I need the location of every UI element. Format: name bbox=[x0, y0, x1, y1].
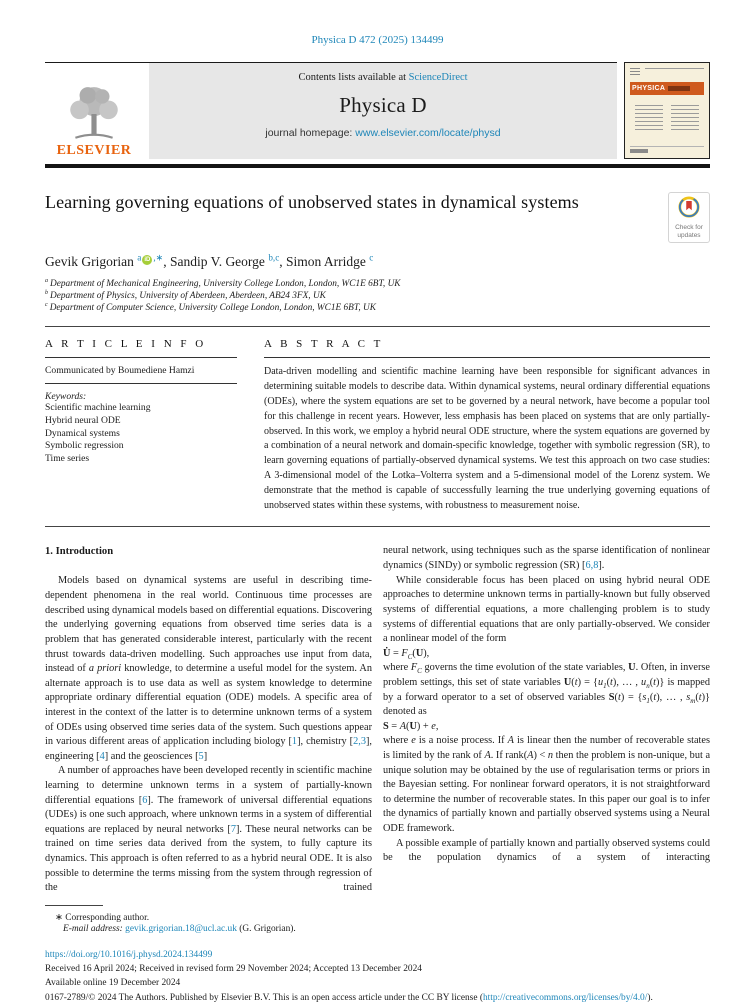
author-1: Gevik Grigorian bbox=[45, 254, 138, 270]
author-1-corresponding-sup: ,∗ bbox=[153, 252, 164, 263]
keyword-item: Dynamical systems bbox=[45, 427, 120, 439]
article-info-column bbox=[45, 338, 237, 513]
check-updates-badge[interactable] bbox=[668, 192, 710, 243]
journal-cover-thumbnail[interactable] bbox=[624, 62, 710, 159]
elsevier-logo[interactable] bbox=[45, 63, 149, 159]
corresponding-author-note: ∗ Corresponding author. bbox=[55, 912, 150, 923]
cover-text-column-right bbox=[671, 105, 699, 131]
cover-text-line bbox=[645, 68, 704, 69]
body-left-column bbox=[45, 544, 372, 895]
keyword-item: Time series bbox=[45, 453, 90, 465]
journal-title: Physica D bbox=[339, 93, 427, 117]
cover-footer-rule bbox=[630, 146, 704, 147]
body-right-column bbox=[383, 544, 710, 895]
abstract-rule bbox=[264, 357, 710, 358]
authors-line bbox=[45, 254, 710, 270]
right-paragraph-1: neural network, using techniques such as the sparse identification of nonlinear dynamics (SINDy) or symbolic regression (SR) [6,8]. bbox=[383, 545, 710, 572]
contents-line[interactable]: Contents lists available at ScienceDirect bbox=[298, 72, 468, 83]
doi-link[interactable]: https://doi.org/10.1016/j.physd.2024.134499 bbox=[45, 949, 213, 960]
intro-paragraph-2: A number of approaches have been developed recently in scientific machine learning to determine unknown terms in a system of partially-known differential equations [6]. The framework of universal differential equations (UDEs) is one such approach, where unknown terms in a system of differential equations are replaced by neural networks [7]. These neural networks can be trained on time series data derived from the system, to fully capture its dynamics. This approach is often referred to as a hybrid neural ODE. It is also possible to determine the terms missing from the system through regression of the trained bbox=[45, 765, 373, 894]
equation-1: U̇ = $F_C(U)$, bbox=[383, 647, 430, 661]
journal-header-left bbox=[45, 62, 617, 159]
cover-masthead-subtitle bbox=[668, 86, 690, 91]
email-address-line[interactable]: E-mail address: gevik.grigorian.18@ucl.ac.uk (G. Grigorian). bbox=[63, 923, 296, 934]
cover-masthead-bar bbox=[630, 82, 704, 95]
cover-text-column-left bbox=[635, 105, 663, 131]
copyright-line: 0167-2789/© 2024 The Authors. Published by Elsevier B.V. This is an open access article under the CC BY license (http://creativecommons.org/licenses/by/4.0/). bbox=[45, 992, 653, 1003]
right-paragraph-2: While considerable focus has been placed on using hybrid neural ODE approaches to determine unknown terms in partially-known but fully observed systems of differential equations, a more challenging problem is to study systems of differential equations that are only partially-observed. We consider a nonlinear model of the form bbox=[383, 574, 710, 645]
affiliations bbox=[45, 278, 710, 314]
journal-header bbox=[45, 62, 710, 159]
cover-masthead: PHYSICA bbox=[632, 85, 666, 92]
abstract-text: Data-driven modelling and scientific machine learning have been responsible for significant advances in determining suitable models to describe data. Within dynamical systems, neural ordinary differential equations (ODEs), where the system equations are set to be governed by a neural network, have become a popular tool for this challenge in recent years. However, less emphasis has been placed on systems that are only partially-observed. In this work, we employ a hybrid neural ODE structure, where the system equations are governed by a combination of a neural network and domain-specific knowledge, together with symbolic regression (SR), to learn governing equations of partially-observed dynamical systems. We test this approach on two case studies: A 3-dimensional model of the Lotka–Volterra system and a 5-dimensional model of the Lorenz system. We demonstrate that the method is capable of successfully learning the true underlying governing equations of unobserved states within these systems, with robustness to measurement noise. bbox=[264, 366, 710, 511]
intro-paragraph-1: Models based on dynamical systems are useful in describing time-dependent phenomena in the real world. Continuous time processes are described using dynamical models based on differential equations. Discovering the underlying governing equations from observed time series data is a problem that has generated considerable interest, particularly with the recent thrust towards data-driven modelling. Such approaches use input from data, instead of a priori knowledge, to determine a useful model for the system. An alternate approach is to use data as well as system knowledge to determine appropriate ordinary differential equation (ODE) models. A specific area of interest in the context of the latter is to determine unknown terms of a system of ODEs using observed time series data of the system. Such questions appear in various different areas of application including biology [1], chemistry [2,3], engineering [4] and the geosciences [5] bbox=[45, 575, 373, 762]
right-paragraph-3: where $F_C$ governs the time evolution of the state variables, U. Often, in inverse problem settings, this set of state variables $U(t) = \{u_1(t)$, … , $u_n(t)$} is mapped by a forward operator to a set of observed variables $S(t) = \{s_1(t)$, … , $s_m(t)$} denoted as bbox=[383, 662, 710, 718]
article-title: Learning governing equations of unobserved states in dynamical systems bbox=[45, 192, 579, 212]
affiliation-a: $^a$ Department of Mechanical Engineering, University College London, London, WC1E 6BT, UK bbox=[45, 278, 401, 290]
keyword-item: Scientific machine learning bbox=[45, 402, 151, 414]
author-3-affiliation-sup: c bbox=[369, 252, 374, 263]
page-citation: Physica D 472 (2025) 134499 bbox=[311, 34, 444, 46]
abstract-column bbox=[264, 338, 710, 513]
author-2: , Sandip V. George bbox=[163, 254, 269, 270]
section-divider-bottom bbox=[45, 526, 710, 527]
keywords-label: Keywords: bbox=[45, 391, 87, 403]
available-online-date: Available online 19 December 2024 bbox=[45, 978, 181, 989]
check-updates-label: Check for updates bbox=[675, 224, 703, 240]
journal-homepage-link[interactable]: journal homepage: www.elsevier.com/locate/physd bbox=[265, 127, 501, 139]
right-paragraph-4: where e is a noise process. If A is linear then the number of recoverable states is limited by the rank of A. If rank(A) < n then the problem is non-unique, but a unique solution may be obtained by the use of regularisation terms or priors in the Bayesian setting. For nonlinear forward operators, it is not straightforward to determine the number of recoverable states. In this paper our goal is to infer the dynamics of partially known and partially observed systems using a Neural ODE framework. bbox=[383, 735, 711, 835]
article-info-heading: A R T I C L E I N F O bbox=[45, 338, 205, 351]
journal-banner bbox=[149, 63, 617, 159]
communicated-by: Communicated by Boumediene Hamzi bbox=[45, 365, 195, 377]
footnote-block bbox=[45, 905, 710, 934]
cover-text-lines bbox=[630, 68, 640, 75]
elsevier-tree-icon bbox=[63, 83, 125, 145]
footer-block bbox=[45, 948, 710, 1005]
author-2-affiliation-sup: b,c bbox=[268, 252, 280, 263]
keyword-item: Symbolic regression bbox=[45, 440, 124, 452]
article-info-rule-1 bbox=[45, 357, 237, 358]
article-info-rule-2 bbox=[45, 383, 237, 384]
header-divider bbox=[45, 164, 710, 168]
equation-2: S = A(U) + e, bbox=[383, 720, 439, 732]
right-paragraph-5: A possible example of partially known and partially observed systems could be the population dynamics of a system of interacting bbox=[383, 837, 710, 864]
affiliation-b: $^b$ Department of Physics, University of Aberdeen, Aberdeen, AB24 3FX, UK bbox=[45, 290, 326, 302]
footnote-rule bbox=[45, 905, 103, 906]
introduction-heading: 1. Introduction bbox=[45, 546, 114, 558]
orcid-icon[interactable]: iD bbox=[144, 256, 151, 263]
abstract-heading: A B S T R A C T bbox=[264, 338, 382, 351]
affiliation-c: $^c$ Department of Computer Science, University College London, London, WC1E 6BT, UK bbox=[45, 302, 376, 314]
author-1-affiliation-sup: a bbox=[137, 252, 142, 263]
keyword-item: Hybrid neural ODE bbox=[45, 415, 121, 427]
cover-footer-logo bbox=[630, 149, 648, 153]
elsevier-wordmark: ELSEVIER bbox=[56, 143, 132, 158]
author-3: , Simon Arridge bbox=[279, 254, 370, 270]
received-dates: Received 16 April 2024; Received in revised form 29 November 2024; Accepted 13 December 2024 bbox=[45, 964, 422, 975]
check-updates-icon bbox=[678, 196, 700, 218]
